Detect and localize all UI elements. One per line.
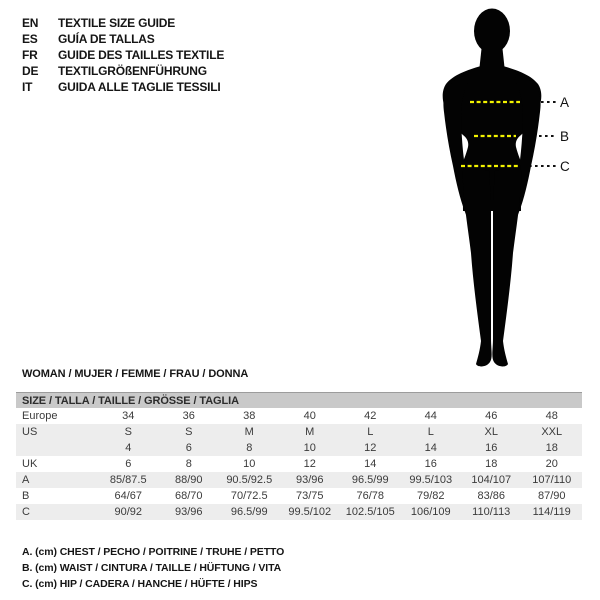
- language-code: DE: [22, 64, 39, 78]
- row-label: Europe: [22, 410, 58, 422]
- table-row: [16, 424, 582, 440]
- size-cell: 40: [303, 410, 316, 422]
- language-row: [22, 31, 224, 47]
- size-cell: 42: [364, 410, 377, 422]
- size-cell: 16: [424, 458, 437, 470]
- language-row: [22, 47, 224, 63]
- size-cell: 10: [303, 442, 316, 454]
- size-cell: 48: [545, 410, 558, 422]
- size-cell: 64/67: [114, 490, 143, 502]
- legend-line: A. (cm) CHEST / PECHO / POITRINE / TRUHE / PETTO: [22, 546, 285, 558]
- table-row: [16, 472, 582, 488]
- measure-label-c: C: [560, 159, 570, 174]
- row-label: A: [22, 474, 30, 486]
- woman-silhouette-icon: [417, 4, 582, 370]
- size-cell: 104/107: [471, 474, 512, 486]
- size-cell: 90/92: [114, 506, 143, 518]
- size-cell: 38: [243, 410, 256, 422]
- size-cell: M: [244, 426, 254, 438]
- measure-labels: [560, 95, 570, 174]
- legend-line: B. (cm) WAIST / CINTURA / TAILLE / HÜFTUNG / VITA: [22, 562, 282, 574]
- size-cell: 79/82: [416, 490, 445, 502]
- size-cell: 12: [364, 442, 377, 454]
- size-cell: 99.5/103: [409, 474, 453, 486]
- size-cell: 68/70: [174, 490, 203, 502]
- size-cell: S: [185, 426, 193, 438]
- measure-label-b: B: [560, 129, 570, 144]
- row-label: B: [22, 490, 30, 502]
- row-label: C: [22, 506, 30, 518]
- size-cell: XL: [484, 426, 498, 438]
- size-cell: 93/96: [295, 474, 324, 486]
- size-cell: 8: [185, 458, 192, 470]
- size-cell: 34: [122, 410, 135, 422]
- language-row: [22, 63, 224, 79]
- size-cell: 36: [182, 410, 195, 422]
- size-cell: 20: [545, 458, 558, 470]
- size-cell: 70/72.5: [230, 490, 268, 502]
- size-cell: 102.5/105: [345, 506, 395, 518]
- size-cell: 16: [485, 442, 498, 454]
- size-cell: 85/87.5: [109, 474, 147, 486]
- silhouette-left-leg: [463, 165, 492, 366]
- silhouette-body: [443, 9, 542, 367]
- size-cell: 90.5/92.5: [226, 474, 273, 486]
- table-row: [16, 456, 582, 472]
- language-title: GUIDE DES TAILLES TEXTILE: [58, 48, 225, 62]
- size-cell: 18: [485, 458, 498, 470]
- size-cell: 87/90: [537, 490, 566, 502]
- table-row: [16, 440, 582, 456]
- size-cell: 4: [125, 442, 132, 454]
- language-title: TEXTILGRÖßENFÜHRUNG: [58, 64, 207, 78]
- language-code: EN: [22, 16, 39, 30]
- language-row: [22, 79, 224, 95]
- measurement-legend: [22, 544, 284, 592]
- table-row: [16, 408, 582, 424]
- size-cell: 107/110: [532, 474, 572, 486]
- language-title: GUÍA DE TALLAS: [58, 32, 155, 46]
- size-cell: S: [124, 426, 132, 438]
- section-heading-woman: WOMAN / MUJER / FEMME / FRAU / DONNA: [22, 368, 249, 380]
- size-cell: 114/119: [532, 506, 571, 518]
- size-cell: 8: [246, 442, 253, 454]
- language-code: IT: [22, 80, 33, 94]
- language-code: ES: [22, 32, 38, 46]
- size-cell: 6: [125, 458, 132, 470]
- size-cell: 6: [185, 442, 192, 454]
- legend-line: C. (cm) HIP / CADERA / HANCHE / HÜFTE / HIPS: [22, 578, 258, 590]
- silhouette-right-leg: [492, 165, 521, 366]
- measure-label-a: A: [560, 95, 570, 110]
- row-label: US: [22, 426, 38, 438]
- size-cell: L: [367, 426, 374, 438]
- language-title: TEXTILE SIZE GUIDE: [58, 16, 176, 30]
- size-cell: 96.5/99: [351, 474, 389, 486]
- size-table-header: SIZE / TALLA / TAILLE / GRÖSSE / TAGLIA: [16, 392, 582, 408]
- table-row: [16, 488, 582, 504]
- size-cell: 76/78: [356, 490, 385, 502]
- size-table-body: [16, 408, 582, 520]
- size-cell: 73/75: [295, 490, 324, 502]
- size-cell: 96.5/99: [230, 506, 268, 518]
- size-cell: 10: [243, 458, 256, 470]
- size-cell: 44: [424, 410, 437, 422]
- size-cell: 93/96: [174, 506, 203, 518]
- size-cell: 14: [364, 458, 377, 470]
- size-cell: XXL: [541, 426, 563, 438]
- size-cell: 18: [545, 442, 558, 454]
- table-row: [16, 504, 582, 520]
- size-cell: 46: [485, 410, 498, 422]
- size-cell: 99.5/102: [288, 506, 332, 518]
- size-cell: 106/109: [410, 506, 451, 518]
- size-table: [16, 392, 582, 520]
- size-cell: M: [305, 426, 315, 438]
- language-title: GUIDA ALLE TAGLIE TESSILI: [58, 80, 221, 94]
- size-cell: 88/90: [174, 474, 203, 486]
- size-cell: 83/86: [477, 490, 506, 502]
- size-cell: 14: [424, 442, 437, 454]
- row-label: UK: [22, 458, 38, 470]
- row-label: [16, 440, 98, 456]
- language-row: [22, 15, 224, 31]
- size-cell: 110/113: [472, 506, 511, 518]
- size-cell: 12: [303, 458, 316, 470]
- language-code: FR: [22, 48, 38, 62]
- woman-silhouette-figure: [417, 4, 582, 370]
- language-title-block: [22, 15, 224, 95]
- size-cell: L: [427, 426, 434, 438]
